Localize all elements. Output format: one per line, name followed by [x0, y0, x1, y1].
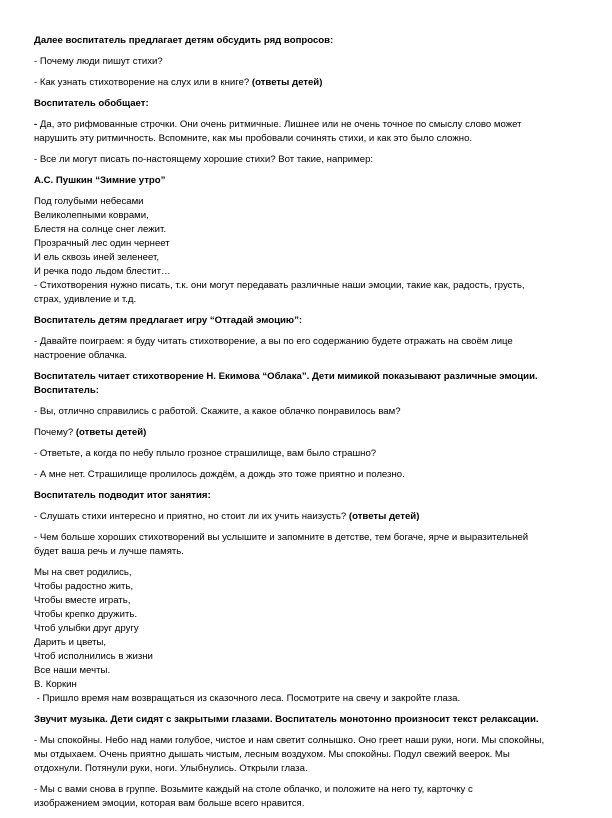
- poem-line: Чтобы крепко дружить.: [34, 609, 138, 620]
- paragraph-relaxation-line-3: отдохнули. Потянули руки, ноги. Улыбнулись. Открыли глаза.: [34, 763, 308, 774]
- poem-author: В. Коркин: [34, 679, 77, 690]
- heading-game: Воспитатель детям предлагает игру “Отгадай эмоцию”:: [34, 315, 303, 326]
- poem-line: Мы на свет родились,: [34, 567, 132, 578]
- learn-note: (ответы детей): [348, 511, 420, 522]
- paragraph-why: [34, 426, 590, 440]
- paragraph-emotions: [34, 279, 590, 307]
- paragraph-emotions-line-2: страх, удивление и т.д.: [34, 294, 137, 305]
- paragraph-game-line-1: - Давайте поиграем: я буду читать стихотворение, а вы по его содержанию будете отражать на своём лице: [34, 336, 513, 347]
- paragraph-return: - Пришло время нам возвращаться из сказочного леса. Посмотрите на свечу и закройте глаза.: [34, 693, 461, 704]
- poem-line: Все наши мечты.: [34, 665, 111, 676]
- paragraph-group-line-1: - Мы с вами снова в группе. Возьмите каждый на столе облачко, и положите на него ту, карточку с: [34, 784, 473, 795]
- question-2: [34, 76, 590, 90]
- paragraph-question: - Все ли могут писать по-настоящему хорошие стихи? Вот такие, например:: [34, 154, 374, 165]
- paragraph-group-line-2: изображением эмоции, которая вам больше всего нравится.: [34, 798, 305, 809]
- poem-line: Чтобы вместе играть,: [34, 595, 131, 606]
- paragraph-game-line-2: настроение облачка.: [34, 350, 128, 361]
- paragraph-summary-line-2: нарушить эту ритмичность. Вспомните, как мы пробовали сочинять стихи, и как это было сложно.: [34, 133, 473, 144]
- heading-clouds-line-1: Воспитатель читает стихотворение Н. Екимова “Облака”. Дети мимикой показывают различные эмоции.: [34, 371, 538, 382]
- paragraph-game: [34, 335, 590, 363]
- summary-dash: -: [34, 119, 40, 130]
- paragraph-memory: [34, 531, 590, 559]
- heading-clouds: [34, 370, 590, 398]
- paragraph-memory-line-1: - Чем больше хороших стихотворений вы услышите и запомните в детстве, тем богаче, ярче и выразительней: [34, 532, 529, 543]
- poem-line: Прозрачный лес один чернеет: [34, 238, 170, 249]
- paragraph-relaxation-line-1: - Мы спокойны. Небо над нами голубое, чистое и нам светит солнышко. Оно греет наши руки, ноги. Мы спокойны,: [34, 735, 545, 746]
- paragraph-learn: [34, 510, 590, 524]
- paragraph-emotions-line-1: - Стихотворения нужно писать, т.к. они могут передавать различные наши эмоции, такие как, радость, грусть,: [34, 280, 525, 291]
- question-1: - Почему люди пишут стихи?: [34, 56, 163, 67]
- heading-clouds-line-2: Воспитатель:: [34, 385, 99, 396]
- heading-pushkin: А.С. Пушкин “Зимние утро”: [34, 175, 166, 186]
- poem-line: Великолепными коврами,: [34, 210, 149, 221]
- poem-line: Чтоб улыбки друг другу: [34, 623, 139, 634]
- question-2-text: - Как узнать стихотворение на слух или в книге?: [34, 77, 252, 88]
- poem-line: И речка подо льдом блестит…: [34, 266, 171, 277]
- poem-line: И ель сквозь иней зеленеет,: [34, 252, 160, 263]
- heading-music: Звучит музыка. Дети сидят с закрытыми глазами. Воспитатель монотонно произносит текст релаксации.: [34, 714, 539, 725]
- poem-korkin: [34, 566, 590, 692]
- paragraph-rain: - А мне нет. Страшилище пролилось дождём, а дождь это тоже приятно и полезно.: [34, 469, 405, 480]
- poem-line: Чтоб исполнились в жизни: [34, 651, 153, 662]
- paragraph-praise: - Вы, отлично справились с работой. Скажите, а какое облачко понравилось вам?: [34, 406, 401, 417]
- heading-questions: Далее воспитатель предлагает детям обсудить ряд вопросов:: [34, 35, 334, 46]
- paragraph-summary-line-1: [34, 118, 590, 132]
- poem-line: Дарить и цветы,: [34, 637, 107, 648]
- why-note: (ответы детей): [75, 427, 147, 438]
- learn-text: - Слушать стихи интересно и приятно, но стоит ли их учить наизусть?: [34, 511, 349, 522]
- document-page: [34, 34, 590, 818]
- paragraph-summary: [34, 118, 590, 146]
- poem-line: Под голубыми небесами: [34, 196, 144, 207]
- paragraph-memory-line-2: будет ваша речь и лучше память.: [34, 546, 184, 557]
- why-text: Почему?: [34, 427, 76, 438]
- poem-line: Блестя на солнце снег лежит.: [34, 224, 166, 235]
- poem-pushkin: [34, 195, 590, 279]
- paragraph-relaxation-line-2: мы отдыхаем. Очень приятно дышать чистым, лесным воздухом. Мы спокойны. Подул свежий веерок. Мы: [34, 749, 510, 760]
- question-2-note: (ответы детей): [251, 77, 323, 88]
- paragraph-scary: - Ответьте, а когда по небу плыло грозное страшилище, вам было страшно?: [34, 448, 377, 459]
- poem-line: Чтобы радостно жить,: [34, 581, 134, 592]
- summary-text-1: Да, это рифмованные строчки. Они очень ритмичные. Лишнее или не очень точное по смыслу слово может: [39, 119, 522, 130]
- paragraph-relaxation: [34, 734, 590, 776]
- heading-conclusion: Воспитатель подводит итог занятия:: [34, 490, 211, 501]
- heading-summary: Воспитатель обобщает:: [34, 98, 149, 109]
- paragraph-group: [34, 783, 590, 811]
